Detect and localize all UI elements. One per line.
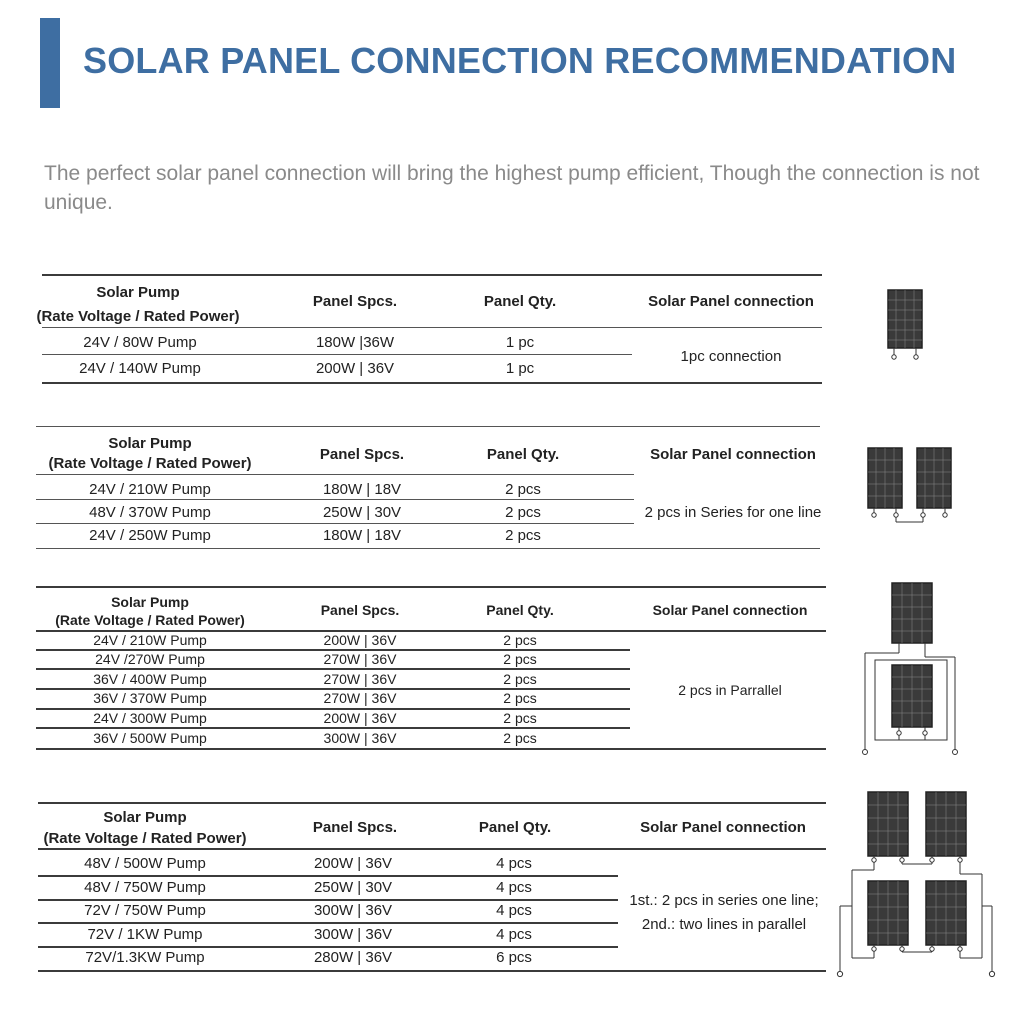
single-panel-diagram: [880, 286, 930, 366]
table-cell: 48V / 370W Pump: [89, 504, 211, 521]
table-cell: 200W | 36V: [323, 632, 397, 648]
parallel-two-panel-diagram: [855, 578, 965, 758]
connection-label: 1st.: 2 pcs in series one line; 2nd.: two lines in parallel: [629, 892, 819, 933]
table-cell: 6 pcs: [496, 949, 532, 966]
table-cell: 48V / 500W Pump: [84, 855, 206, 872]
header-panel-qty: Panel Qty.: [486, 602, 554, 618]
table-cell: 2 pcs: [503, 632, 537, 648]
connection-label: 2 pcs in Series for one line: [644, 504, 822, 521]
table-cell: 2 pcs: [505, 527, 541, 544]
table-cell: 48V / 750W Pump: [84, 879, 206, 896]
table-cell: 24V / 210W Pump: [93, 632, 207, 648]
header-connection: Solar Panel connection: [640, 819, 806, 836]
table-cell: 4 pcs: [496, 926, 532, 943]
table-cell: 4 pcs: [496, 902, 532, 919]
table-cell: 24V / 210W Pump: [89, 481, 211, 498]
table-cell: 270W | 36V: [323, 671, 397, 687]
page-title: SOLAR PANEL CONNECTION RECOMMENDATION: [83, 40, 957, 81]
table-cell: 72V/1.3KW Pump: [85, 949, 205, 966]
header-panel-spec: Panel Spcs.: [312, 819, 398, 836]
connection-label: 1pc connection: [680, 348, 782, 365]
table-cell: 2 pcs: [503, 651, 537, 667]
table-cell: 250W | 30V: [313, 879, 393, 896]
header-panel-spec: Panel Spcs.: [319, 446, 405, 463]
table-cell: 24V / 80W Pump: [83, 334, 197, 351]
header-panel-spec: Panel Spcs.: [312, 293, 398, 310]
table-cell: 1 pc: [505, 360, 535, 377]
table-cell: 200W | 36V: [313, 855, 393, 872]
table-cell: 24V / 300W Pump: [93, 710, 207, 726]
table-cell: 300W | 36V: [313, 926, 393, 943]
table-cell: 270W | 36V: [323, 651, 397, 667]
table-cell: 2 pcs: [503, 730, 537, 746]
header-panel-qty: Panel Qty.: [478, 819, 552, 836]
header-connection: Solar Panel connection: [652, 602, 808, 618]
header-panel-qty: Panel Qty.: [483, 293, 557, 310]
header-connection: Solar Panel connection: [650, 446, 816, 463]
table-cell: 180W |36W: [315, 334, 395, 351]
header-pump: Solar Pump (Rate Voltage / Rated Power): [43, 809, 247, 847]
header-panel-qty: Panel Qty.: [486, 446, 560, 463]
table-cell: 300W | 36V: [323, 730, 397, 746]
table-cell: 280W | 36V: [313, 949, 393, 966]
table-cell: 200W | 36V: [323, 710, 397, 726]
table-cell: 24V / 140W Pump: [79, 360, 201, 377]
intro-paragraph: The perfect solar panel connection will bring the highest pump efficient, Though the connection is not unique.: [44, 162, 980, 214]
table-cell: 24V /270W Pump: [95, 651, 205, 667]
series-parallel-four-panel-diagram: [834, 786, 999, 982]
connection-label: 2 pcs in Parrallel: [678, 682, 782, 698]
table-cell: 4 pcs: [496, 879, 532, 896]
series-two-panel-diagram: [860, 444, 960, 524]
header-pump: Solar Pump (Rate Voltage / Rated Power): [36, 284, 240, 325]
table-cell: 300W | 36V: [313, 902, 393, 919]
table-cell: 200W | 36V: [315, 360, 395, 377]
header-pump: Solar Pump (Rate Voltage / Rated Power): [48, 435, 252, 472]
header-connection: Solar Panel connection: [648, 293, 814, 310]
table-cell: 2 pcs: [503, 710, 537, 726]
table-cell: 36V / 400W Pump: [93, 671, 207, 687]
table-cell: 24V / 250W Pump: [89, 527, 211, 544]
table-cell: 270W | 36V: [323, 690, 397, 706]
table-cell: 1 pc: [505, 334, 535, 351]
header-pump: Solar Pump (Rate Voltage / Rated Power): [55, 594, 245, 628]
table-cell: 180W | 18V: [322, 527, 402, 544]
table-cell: 2 pcs: [503, 671, 537, 687]
table-cell: 36V / 500W Pump: [93, 730, 207, 746]
table-cell: 180W | 18V: [322, 481, 402, 498]
table-cell: 4 pcs: [496, 855, 532, 872]
title-accent-bar: [40, 18, 60, 108]
header-panel-spec: Panel Spcs.: [320, 602, 400, 618]
table-cell: 2 pcs: [505, 481, 541, 498]
table-cell: 36V / 370W Pump: [93, 690, 207, 706]
table-cell: 72V / 750W Pump: [84, 902, 206, 919]
table-cell: 2 pcs: [505, 504, 541, 521]
table-cell: 72V / 1KW Pump: [87, 926, 203, 943]
table-cell: 250W | 30V: [322, 504, 402, 521]
table-cell: 2 pcs: [503, 690, 537, 706]
